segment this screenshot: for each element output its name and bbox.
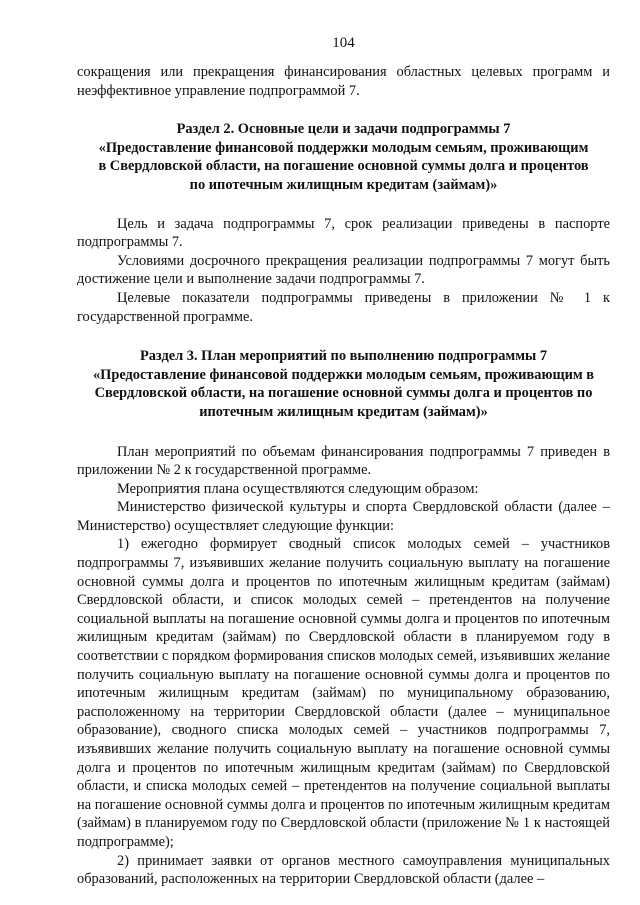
section-3-heading-line: Свердловской области, на погашение основной суммы долга и процентов по <box>94 385 593 402</box>
section-3-paragraph: Мероприятия плана осуществляются следующим образом: <box>117 480 479 497</box>
section-3-heading-line: ипотечным жилищным кредитам (займам)» <box>199 403 488 420</box>
section-2-heading-line: «Предоставление финансовой поддержки молодым семьям, проживающим <box>98 139 589 156</box>
section-2-heading-line: Раздел 2. Основные цели и задачи подпрограммы 7 <box>176 121 511 138</box>
section-2-paragraph: Условиями досрочного прекращения реализации подпрограммы 7 могут быть достижение цели и выполнение задачи подпрограммы 7. <box>77 252 610 288</box>
section-2-heading-line: в Свердловской области, на погашение основной суммы долга и процентов <box>98 158 589 175</box>
section-3-paragraph: Министерство физической культуры и спорта Свердловской области (далее – Министерство) осуществляет следующие функции: <box>77 499 610 534</box>
list-item-2: 2) принимает заявки от органов местного самоуправления муниципальных образований, расположенных на территории Свердловской области (далее – <box>77 852 610 888</box>
intro-paragraph: сокращения или прекращения финансирования областных целевых программ и неэффективное управление подпрограммой 7. <box>77 64 610 99</box>
section-2-heading <box>77 120 610 194</box>
page-number: 104 <box>332 35 355 51</box>
list-item-1: 1) ежегодно формирует сводный список молодых семей – участников подпрограммы 7, изъявивших желание получить социальную выплату на погашение основной суммы долга и процентов по ипотечным жилищным кредитам (займам) Свердловской области, и список молодых семей – претендентов на получение социальной выплаты на погашение основной суммы долга и процентов по ипотечным жилищным кредитам (займам) по Свердловской области в планируемом году в соответствии с порядком формирования списков молодых семей, изъявивших желание получить социальную выплату на погашение основной суммы долга и процентов по ипотечным жилищным кредитам (займам) по муниципальному образованию, расположенному на территории Свердловской области (далее – муниципальное образование), сводного списка молодых семей – участников подпрограммы 7, изъявивших желание получить социальную выплату на погашение основной суммы долга и процентов по ипотечным жилищным кредитам (займам) по Свердловской области, и списка молодых семей – претендентов на получение социальной выплаты на погашение основной суммы долга и процентов по ипотечным жилищным кредитам (займам) в планируемом году по Свердловской области (приложение № 1 к настоящей подпрограмме); <box>77 536 610 850</box>
section-3-heading <box>77 347 610 421</box>
section-3-heading-line: «Предоставление финансовой поддержки молодым семьям, проживающим в <box>92 366 595 383</box>
section-2-paragraph: Цель и задача подпрограммы 7, срок реализации приведены в паспорте подпрограммы 7. <box>77 215 610 251</box>
section-3-paragraph: План мероприятий по объемам финансирования подпрограммы 7 приведен в приложении № 2 к государственной программе. <box>77 443 610 479</box>
section-2-paragraph: Целевые показатели подпрограммы приведены в приложении № 1 к государственной программе. <box>77 289 610 325</box>
section-2-heading-line: по ипотечным жилищным кредитам (займам)» <box>189 176 498 193</box>
section-3-heading-line: Раздел 3. План мероприятий по выполнению подпрограммы 7 <box>139 348 548 365</box>
